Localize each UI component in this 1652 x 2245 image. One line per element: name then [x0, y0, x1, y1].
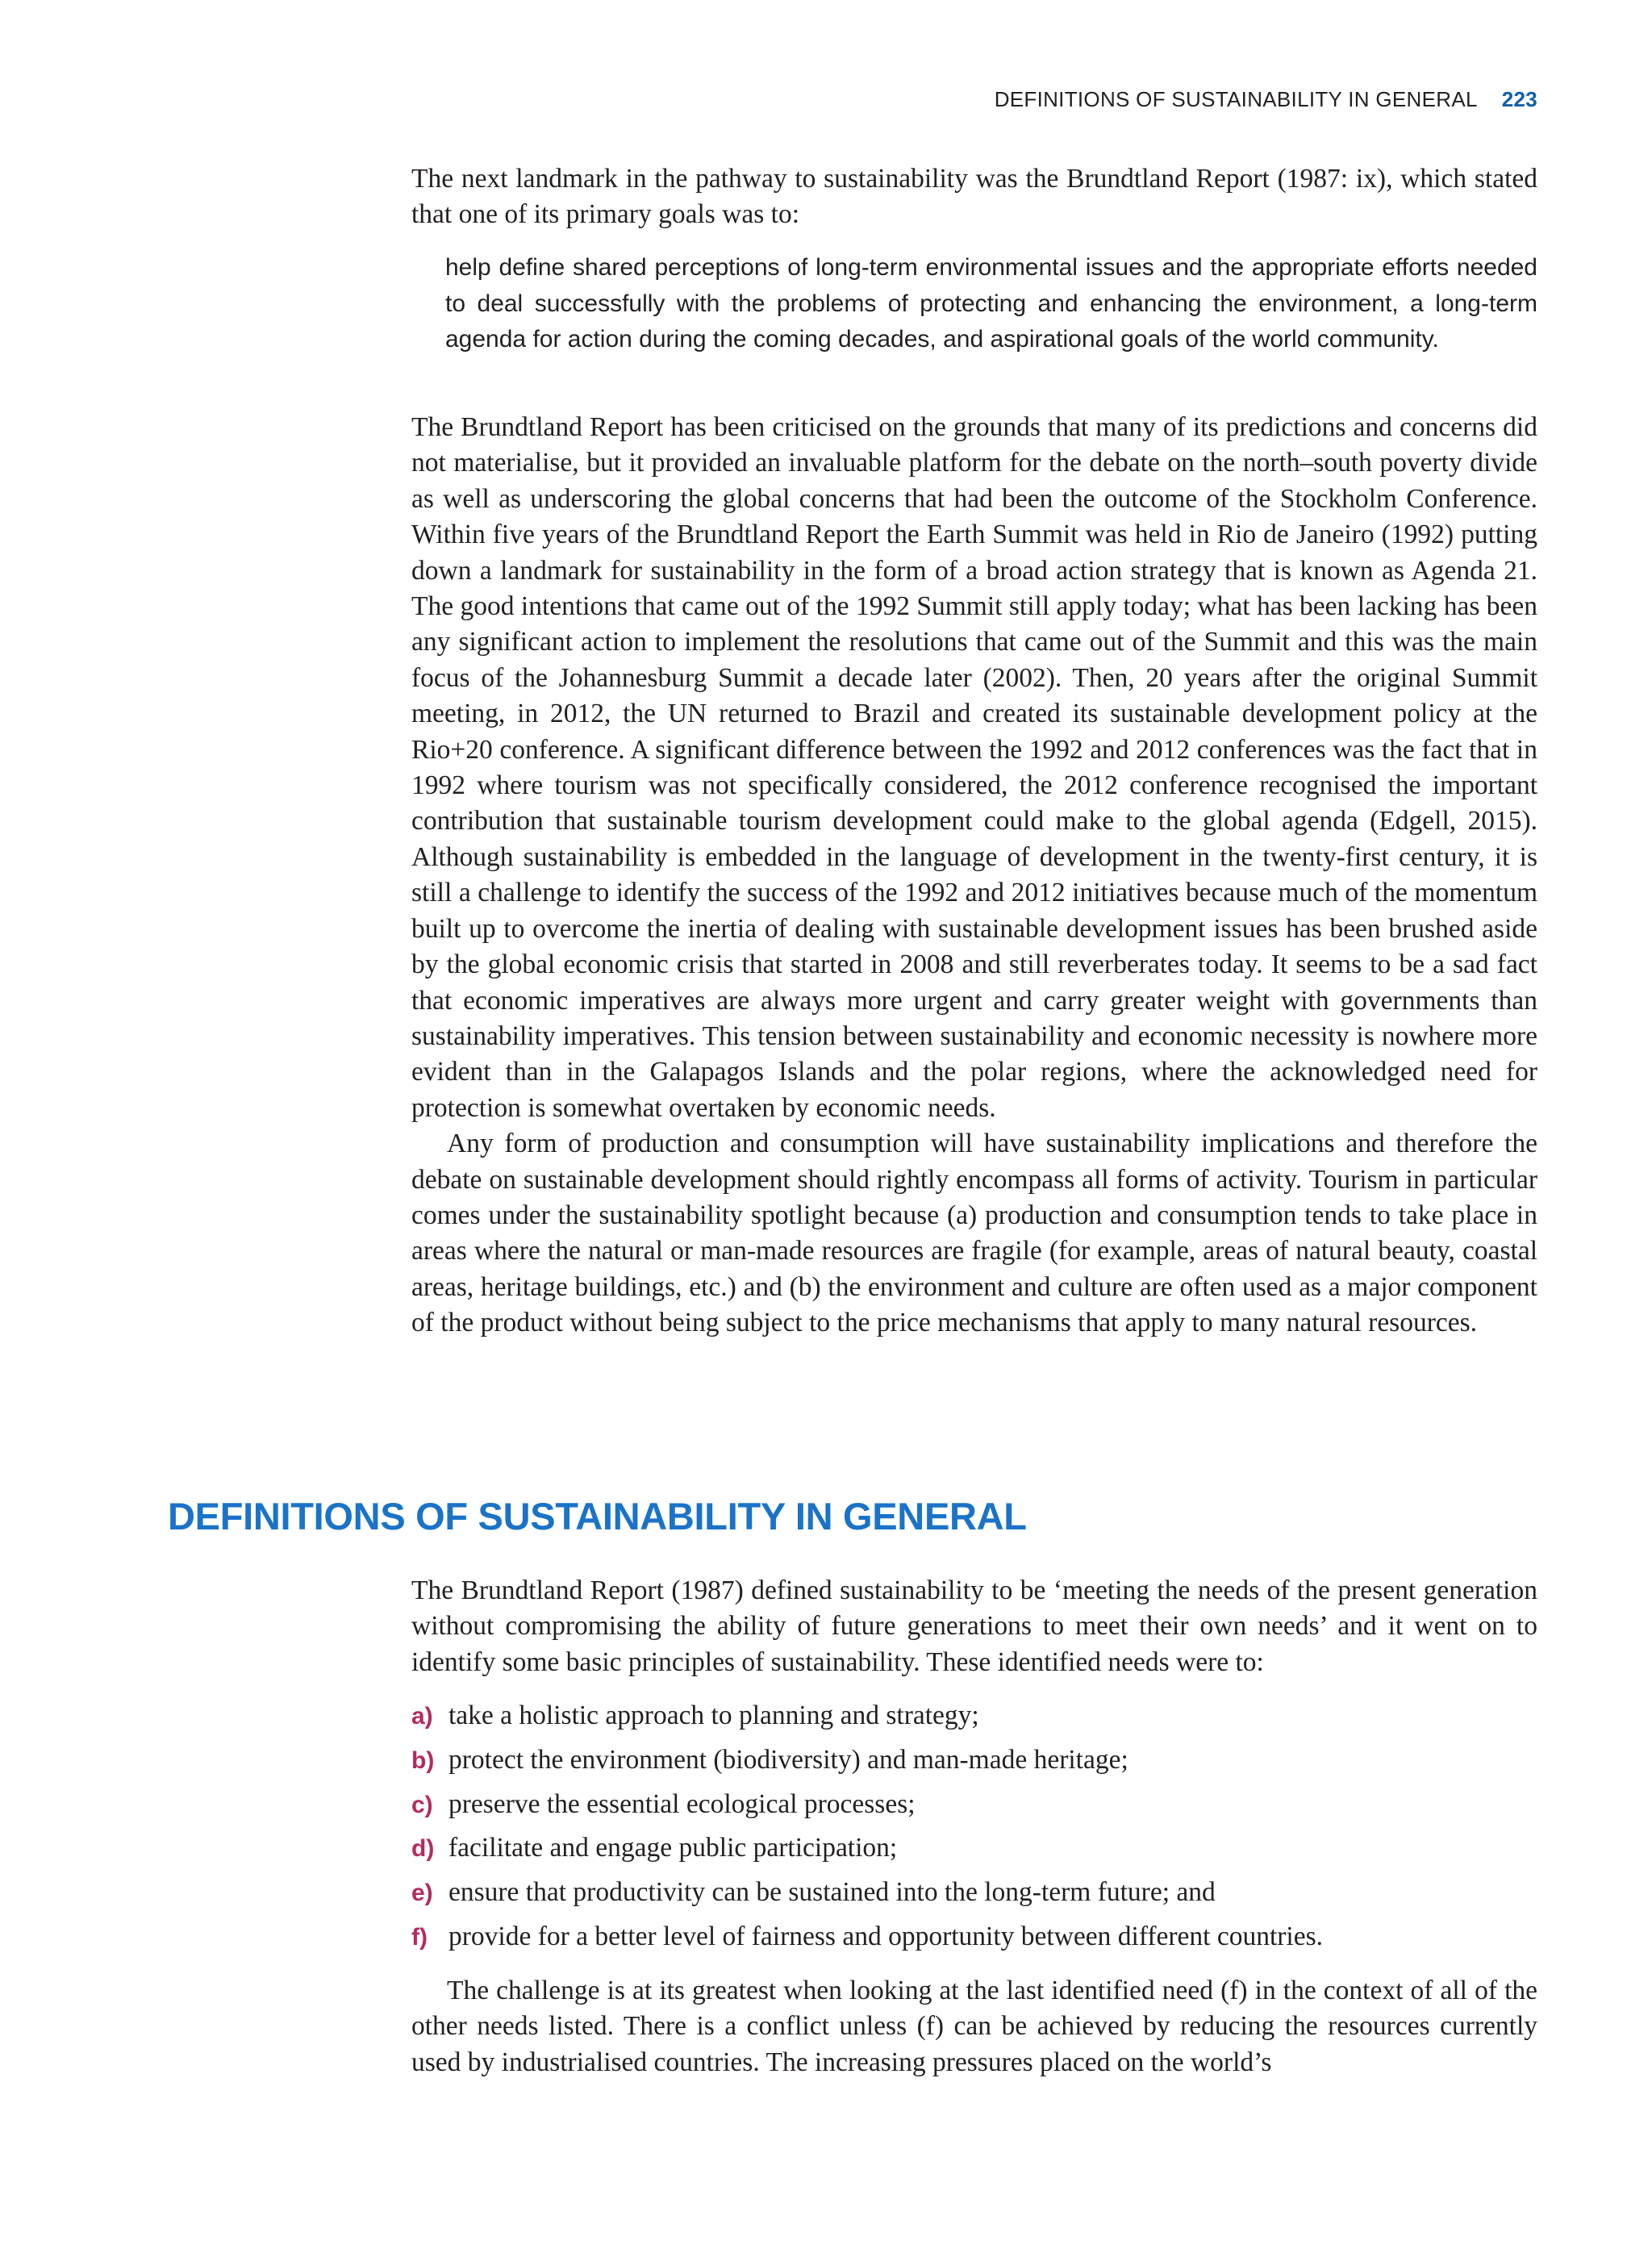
list-marker: d): [411, 1835, 435, 1863]
list-item: [411, 1698, 1537, 1742]
brundtland-quote: help define shared perceptions of long-term environmental issues and the appropriate efforts needed to deal successfully with the problems of protecting and enhancing the environment, a long-term agenda for action during the coming decades, and aspirational goals of the world community.: [445, 254, 1537, 353]
body-paragraph-2: Any form of production and consumption will have sustainability implications and therefore the debate on sustainable development should rightly encompass all forms of activity. Tourism in particular comes under the sustainability spotlight because (a) production and consumption tends to take place in areas where the natural or man-made resources are fragile (for example, areas of natural beauty, coastal areas, heritage buildings, etc.) and (b) the environment and culture are often used as a major component of the product without being subject to the price mechanisms that apply to many natural resources.: [411, 1129, 1537, 1338]
list-item-text: take a holistic approach to planning and strategy;: [448, 1700, 979, 1730]
list-marker: a): [411, 1703, 433, 1730]
section-intro-paragraph: The Brundtland Report (1987) defined sustainability to be ‘meeting the needs of the present generation without compromising the ability of future generations to meet their own needs’ and it went on to identify some basic principles of sustainability. These identified needs were to:: [411, 1575, 1537, 1677]
list-item: [411, 1919, 1537, 1963]
body-text: [411, 410, 1537, 1342]
intro-paragraph-block: [411, 161, 1537, 233]
list-item: [411, 1875, 1537, 1919]
sustainability-needs-list: [411, 1698, 1537, 1963]
list-item: [411, 1830, 1537, 1875]
list-item-text: protect the environment (biodiversity) and man-made heritage;: [448, 1744, 1128, 1775]
list-item-text: facilitate and engage public participation;: [448, 1833, 898, 1863]
list-marker: e): [411, 1880, 433, 1907]
closing-paragraph: The challenge is at its greatest when looking at the last identified need (f) in the context of all of the other needs listed. There is a conflict unless (f) can be achieved by reducing the resources currently used by industrialised countries. The increasing pressures placed on the world’s: [411, 1976, 1537, 2077]
section-heading: DEFINITIONS OF SUSTAINABILITY IN GENERAL: [168, 1495, 1027, 1538]
body-paragraph-1: The Brundtland Report has been criticised on the grounds that many of its predictions and concerns did not materialise, but it provided an invaluable platform for the debate on the north–south poverty divide as well as underscoring the global concerns that had been the outcome of the Stockholm Conference. Within five years of the Brundtland Report the Earth Summit was held in Rio de Janeiro (1992) putting down a landmark for sustainability in the form of a broad action strategy that is known as Agenda 21. The good intentions that came out of the 1992 Summit still apply today; what has been lacking has been any significant action to implement the resolutions that came out of the Summit and this was the main focus of the Johannesburg Summit a decade later (2002). Then, 20 years after the original Summit meeting, in 2012, the UN returned to Brazil and created its sustainable development policy at the Rio+20 conference. A significant difference between the 1992 and 2012 conferences was the fact that in 1992 where tourism was not specifically considered, the 2012 conference recognised the important contribution that sustainable tourism development could make to the global agenda (Edgell, 2015). Although sustainability is embedded in the language of development in the twenty-first century, it is still a challenge to identify the success of the 1992 and 2012 initiatives because much of the momentum built up to overcome the inertia of dealing with sustainable development issues has been brushed aside by the global economic crisis that started in 2008 and still reverberates today. It seems to be a sad fact that economic imperatives are always more urgent and carry greater weight with governments than sustainability imperatives. This tension between sustainability and economic necessity is nowhere more evident than in the Galapagos Islands and the polar regions, where the acknowledged need for protection is somewhat overtaken by economic needs.: [411, 412, 1537, 1123]
page-number: 223: [1501, 87, 1537, 111]
list-item-text: preserve the essential ecological processes;: [448, 1788, 916, 1819]
list-marker: b): [411, 1746, 435, 1774]
list-item: [411, 1787, 1537, 1831]
section-intro-block: [411, 1573, 1537, 1680]
intro-paragraph: The next landmark in the pathway to sustainability was the Brundtland Report (1987: ix), which stated that one of its primary goals was to:: [411, 164, 1537, 230]
list-item-text: provide for a better level of fairness and opportunity between different countries.: [448, 1921, 1324, 1951]
running-head: [995, 87, 1537, 112]
list-marker: f): [411, 1923, 428, 1951]
list-item-text: ensure that productivity can be sustained into the long-term future; and: [448, 1877, 1216, 1908]
running-head-title: DEFINITIONS OF SUSTAINABILITY IN GENERAL: [994, 87, 1478, 111]
list-marker: c): [411, 1791, 433, 1818]
list-item: [411, 1742, 1537, 1787]
closing-paragraph-block: [411, 1973, 1537, 2080]
